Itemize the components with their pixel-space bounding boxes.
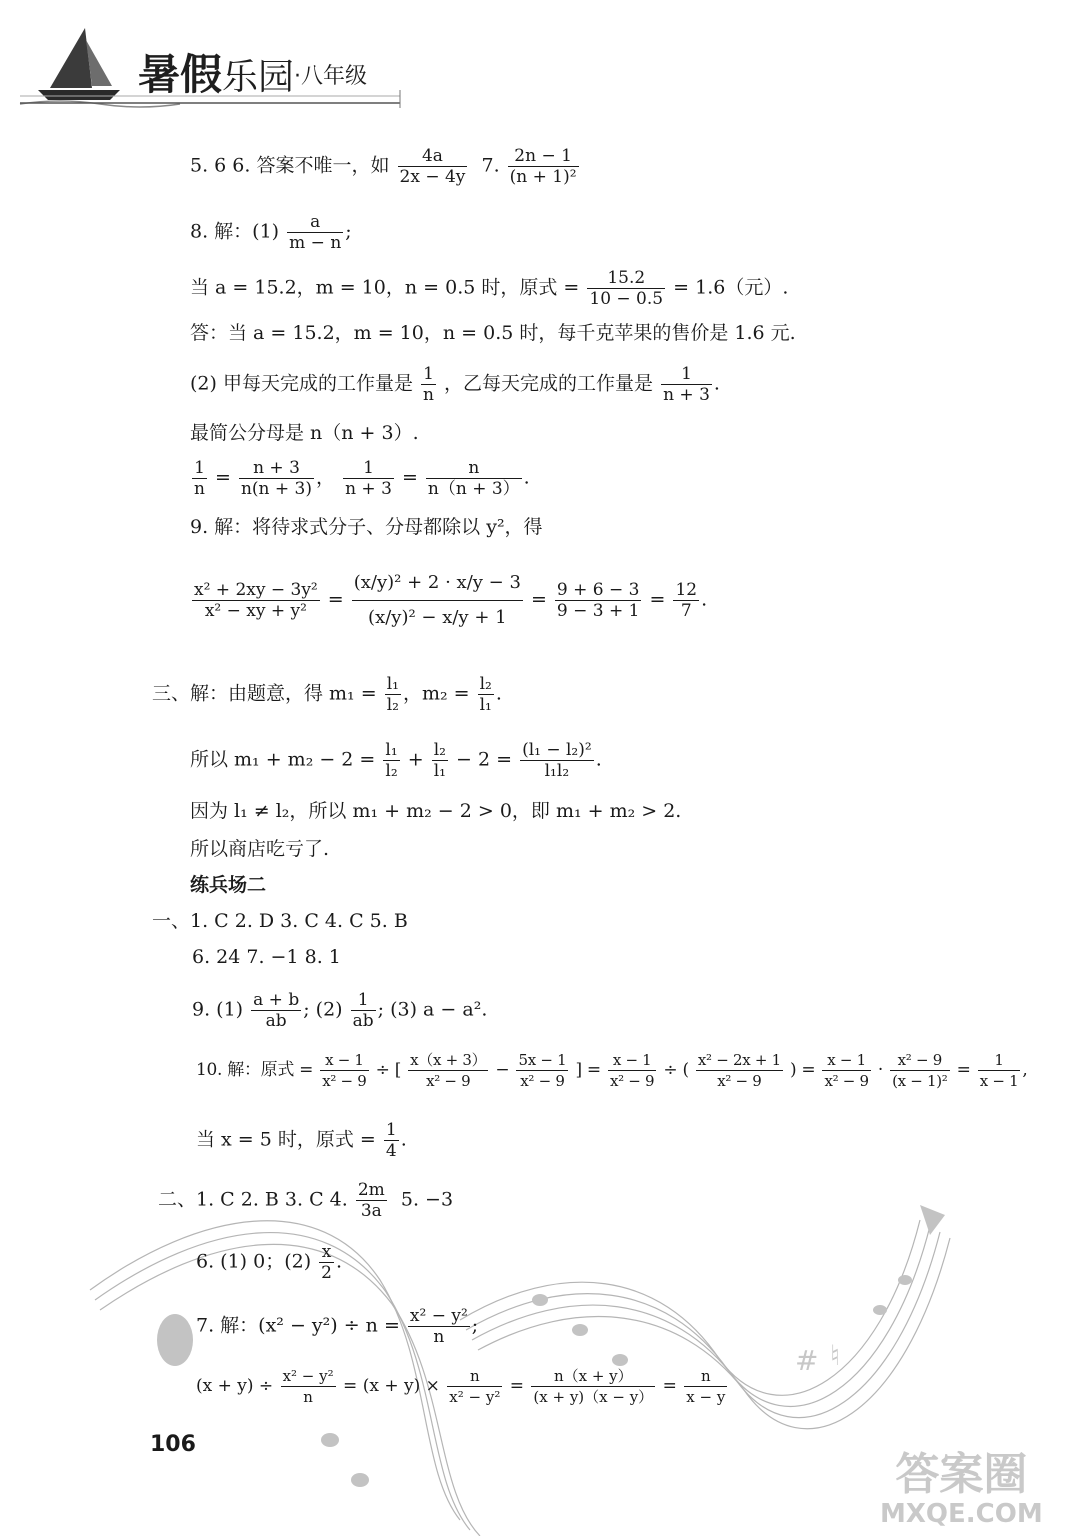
fraction: $\frac{12}{7}$ — [675, 580, 698, 621]
fraction: $\frac{x - 1}{\text{x² − 9}}$ — [322, 1051, 367, 1090]
fraction: $\frac{\text{(l₁ − l₂)²}}{\text{l₁l₂}}$ — [522, 740, 592, 781]
section-heading: 练兵场二 — [190, 874, 267, 896]
answer-line-7: $\frac{1}{n}$ = $\frac{n + 3}{n(n + 3)}$ ， $\frac{1}{n + 3}$ = $\frac{n}{n(n + 3)}$ . — [194, 458, 530, 499]
answer-line-14: 一、1. C 2. D 3. C 4. C 5. B — [152, 910, 408, 932]
answer-line-19: 二、1. C 2. B 3. C 4. $\frac{2m}{3a}$ 5. −3 — [158, 1180, 454, 1221]
fraction: $\frac{1}{n + 3}$ — [663, 364, 710, 405]
answer-line-9: $\frac{\text{x² + 2xy − 3y²}}{\text{x² − xy + y²}}$ = $\frac{\text{(x/y)² + 2 · x/y − 3}}{\text{(x/y)² − x/y + 1}}$ = $\frac{9 + 6 - 3}{9 - 3 + 1}$ = $\frac{12}{7}$ . — [190, 566, 707, 635]
answer-line-2: 8. 解：(1) $\frac{a}{m - n}$ ; — [190, 212, 352, 253]
page-number: 106 — [150, 1432, 196, 1457]
answer-line-22: (x + y) ÷ $\frac{\text{x² − y²}}{n}$ = (x + y) × $\frac{n}{\text{x² − y²}}$ = $\frac{n(x + y)}{(x + y)(x - y)}$ = $\frac{n}{x - y}$ — [196, 1367, 726, 1406]
fraction: $\frac{2n - 1}{\text{(n + 1)²}}$ — [509, 146, 577, 187]
fraction: $\frac{a}{m - n}$ — [289, 212, 342, 253]
fraction: $\frac{1}{n + 3}$ — [345, 458, 392, 499]
fraction: $\frac{1}{4}$ — [385, 1120, 397, 1161]
fraction: $\frac{\text{x² − 9}}{\text{(x − 1)²}}$ — [892, 1051, 948, 1090]
fraction: $\frac{\text{x² − 2x + 1}}{\text{x² − 9}}$ — [697, 1051, 781, 1090]
fraction: $\frac{\text{l₂}}{\text{l₁}}$ — [479, 674, 492, 715]
fraction: $\frac{1}{n}$ — [194, 458, 205, 499]
fraction: $\frac{x - 1}{\text{x² − 9}}$ — [609, 1051, 655, 1090]
fraction: $\frac{4a}{2x - 4y}$ — [399, 146, 466, 187]
answer-line-15: 6. 24 7. −1 8. 1 — [192, 946, 341, 968]
answer-line-12: 因为 l₁ ≠ l₂，所以 m₁ + m₂ − 2 > 0，即 m₁ + m₂ > 2. — [190, 800, 682, 822]
answer-line-11: 所以 m₁ + m₂ − 2 = $\frac{\text{l₁}}{\text{l₂}}$ + $\frac{\text{l₂}}{\text{l₁}}$ − 2 = $\frac{\text{(l₁ − l₂)²}}{\text{l₁l₂}}$ . — [190, 740, 602, 781]
answer-line-5: (2) 甲每天完成的工作量是 $\frac{1}{n}$ ，乙每天完成的工作量是 $\frac{1}{n + 3}$ . — [190, 364, 720, 405]
answer-line-4: 答：当 a = 15.2，m = 10，n = 0.5 时，每千克苹果的售价是 1.6 元. — [190, 322, 796, 344]
fraction: $\frac{n + 3}{n(n + 3)}$ — [240, 458, 312, 499]
fraction: $\frac{n}{n(n + 3)}$ — [427, 458, 520, 499]
answer-line-20: 6. (1) 0；(2) $\frac{x}{2}$ . — [196, 1242, 343, 1283]
fraction: $\frac{1}{ab}$ — [352, 990, 374, 1031]
fraction: $\frac{2m}{3a}$ — [357, 1180, 385, 1221]
header-grade: ·八年级 — [294, 64, 368, 89]
fraction: $\frac{9 + 6 - 3}{9 - 3 + 1}$ — [556, 580, 640, 621]
answer-line-21: 7. 解：(x² − y²) ÷ n = $\frac{\text{x² − y²}}{n}$ ; — [196, 1306, 479, 1347]
answer-line-18: 当 x = 5 时，原式 = $\frac{1}{4}$ . — [196, 1120, 407, 1161]
fraction: $\frac{1}{n}$ — [423, 364, 434, 405]
header-title-sub: 乐园 — [222, 57, 295, 98]
fraction: $\frac{x(x + 3)}{\text{x² − 9}}$ — [410, 1051, 487, 1090]
answer-line-17: 10. 解：原式 = $\frac{x - 1}{\text{x² − 9}}$ ÷ [ $\frac{x(x + 3)}{\text{x² − 9}}$ − $\frac{5x - 1}{\text{x² − 9}}$ ] = $\frac{x - 1}{\text{x² − 9}}$ ÷ ( $\frac{\text{x² − 2x + 1}}{\text{x² − 9}}$ ) = $\frac{x - 1}{\text{x² − 9}}$ · $\frac{\text{x² − 9}}{\text{(x − 1)²}}$ = $\frac{1}{x - 1}$ , — [196, 1051, 1028, 1090]
fraction: $\frac{a + b}{ab}$ — [253, 990, 300, 1031]
fraction: $\frac{\text{x² + 2xy − 3y²}}{\text{x² − xy + y²}}$ — [194, 580, 318, 621]
fraction: $\frac{x}{2}$ — [321, 1242, 332, 1283]
answer-line-13: 所以商店吃亏了. — [190, 838, 330, 860]
svg-text:#: # — [795, 1344, 819, 1377]
fraction: $\frac{x - 1}{\text{x² − 9}}$ — [824, 1051, 869, 1090]
fraction: $\frac{5x - 1}{\text{x² − 9}}$ — [518, 1051, 567, 1090]
fraction: $\frac{15.2}{10 - 0.5}$ — [589, 268, 664, 309]
watermark-bottom: MXQE.COM — [880, 1499, 1043, 1529]
watermark — [880, 1450, 1043, 1528]
fraction: $\frac{\text{x² − y²}}{n}$ — [409, 1306, 468, 1347]
fraction: $\frac{\text{(x/y)² + 2 · x/y − 3}}{\text{(x/y)² − x/y + 1}}$ — [352, 566, 523, 635]
fraction: $\frac{\text{l₁}}{\text{l₂}}$ — [386, 674, 399, 715]
answer-line-16: 9. (1) $\frac{a + b}{ab}$ ; (2) $\frac{1}{ab}$ ; (3) a − a². — [192, 990, 488, 1031]
watermark-top: 答案圈 — [895, 1449, 1028, 1500]
fraction: $\frac{\text{x² − y²}}{n}$ — [282, 1367, 334, 1406]
fraction: $\frac{1}{x - 1}$ — [979, 1051, 1019, 1090]
answer-line-1: 5. 6 6. 答案不唯一，如 $\frac{4a}{2x - 4y}$ 7. $\frac{2n - 1}{\text{(n + 1)²}}$ — [190, 146, 577, 187]
fraction: $\frac{\text{l₁}}{\text{l₂}}$ — [385, 740, 398, 781]
fraction: $\frac{n(x + y)}{(x + y)(x - y)}$ — [533, 1367, 654, 1406]
answer-line-3: 当 a = 15.2，m = 10，n = 0.5 时，原式 = $\frac{15.2}{10 - 0.5}$ = 1.6（元）. — [190, 268, 789, 309]
fraction: $\frac{n}{\text{x² − y²}}$ — [449, 1367, 501, 1406]
answer-line-6: 最简公分母是 n（n + 3）. — [190, 422, 419, 444]
header-title-main: 暑假 — [138, 50, 223, 99]
fraction: $\frac{n}{x - y}$ — [686, 1367, 726, 1406]
answer-line-8: 9. 解：将待求式分子、分母都除以 y²，得 — [190, 516, 543, 538]
answer-line-10: 三、解：由题意，得 m₁ = $\frac{\text{l₁}}{\text{l₂}}$ ，m₂ = $\frac{\text{l₂}}{\text{l₁}}$ . — [152, 674, 502, 715]
fraction: $\frac{\text{l₂}}{\text{l₁}}$ — [433, 740, 446, 781]
svg-text:♮: ♮ — [830, 1339, 841, 1372]
